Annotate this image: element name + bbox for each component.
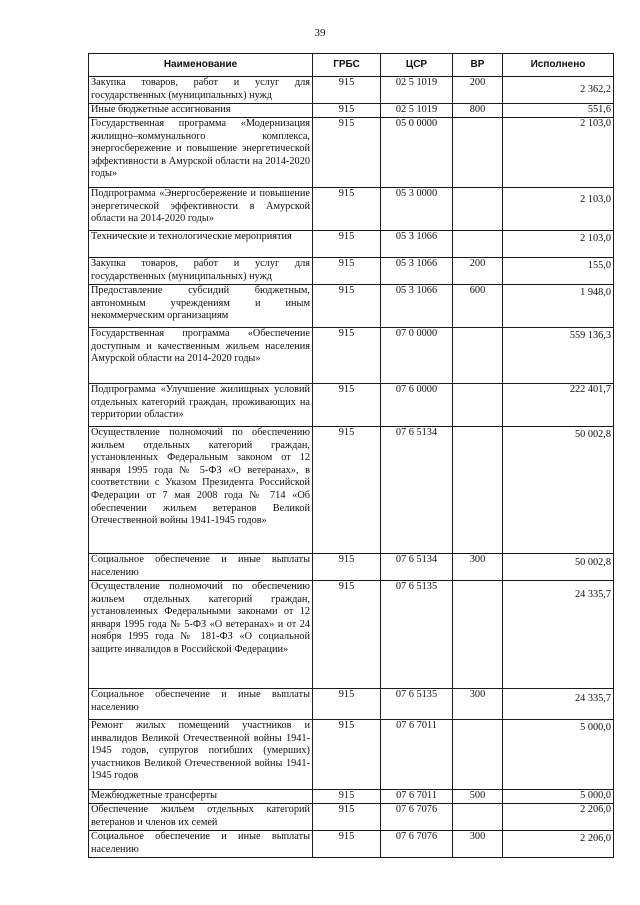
cell-sum: 2 362,2	[503, 77, 614, 104]
table-row	[89, 384, 614, 427]
cell-grbs: 915	[313, 427, 381, 554]
table-row	[89, 118, 614, 188]
cell-sum: 24 335,7	[503, 581, 614, 689]
cell-name: Закупка товаров, работ и услуг для государственных (муниципальных) нужд	[89, 258, 313, 285]
cell-sum: 5 000,0	[503, 790, 614, 804]
cell-csr: 05 3 1066	[381, 231, 453, 258]
cell-grbs: 915	[313, 831, 381, 858]
cell-vr: 200	[453, 77, 503, 104]
cell-vr: 800	[453, 104, 503, 118]
cell-sum: 155,0	[503, 258, 614, 285]
cell-csr: 02 5 1019	[381, 104, 453, 118]
cell-vr	[453, 188, 503, 231]
cell-name: Государственная программа «Модернизация жилищно–коммунального комплекса, энергосбережение и повышение энергетической эффективности в Амурской области на 2014-2020 годы»	[89, 118, 313, 188]
cell-vr	[453, 427, 503, 554]
cell-csr: 02 5 1019	[381, 77, 453, 104]
cell-sum: 2 206,0	[503, 804, 614, 831]
table-row	[89, 188, 614, 231]
cell-csr: 07 6 7011	[381, 720, 453, 790]
cell-sum: 2 206,0	[503, 831, 614, 858]
cell-vr	[453, 231, 503, 258]
cell-sum: 24 335,7	[503, 689, 614, 720]
header-vr: ВР	[453, 54, 503, 77]
cell-grbs: 915	[313, 328, 381, 384]
cell-grbs: 915	[313, 790, 381, 804]
cell-sum: 2 103,0	[503, 231, 614, 258]
cell-vr	[453, 328, 503, 384]
cell-grbs: 915	[313, 77, 381, 104]
header-sum: Исполнено	[503, 54, 614, 77]
cell-name: Предоставление субсидий бюджетным, автономным учреждениям и иным некоммерческим организациям	[89, 285, 313, 328]
table-row	[89, 804, 614, 831]
cell-grbs: 915	[313, 188, 381, 231]
table-row	[89, 581, 614, 689]
cell-grbs: 915	[313, 384, 381, 427]
table-row	[89, 831, 614, 858]
table-row	[89, 77, 614, 104]
cell-vr	[453, 804, 503, 831]
cell-name: Государственная программа «Обеспечение доступным и качественным жильем населения Амурской области на 2014-2020 годы»	[89, 328, 313, 384]
table-row	[89, 720, 614, 790]
cell-sum: 2 103,0	[503, 118, 614, 188]
cell-name: Осуществление полномочий по обеспечению жильем отдельных категорий граждан, установленных Федеральными законами от 12 января 1995 года № 5-ФЗ «О ветеранах» и от 24 ноября 1995 года № 181-ФЗ «О социальной защите инвалидов в Российской Федерации»	[89, 581, 313, 689]
cell-grbs: 915	[313, 104, 381, 118]
cell-grbs: 915	[313, 118, 381, 188]
cell-grbs: 915	[313, 581, 381, 689]
cell-name: Социальное обеспечение и иные выплаты населению	[89, 554, 313, 581]
cell-vr	[453, 720, 503, 790]
cell-name: Иные бюджетные ассигнования	[89, 104, 313, 118]
cell-sum: 222 401,7	[503, 384, 614, 427]
cell-name: Подпрограмма «Энергосбережение и повышение энергетической эффективности в Амурской области на 2014-2020 годы»	[89, 188, 313, 231]
table-row	[89, 328, 614, 384]
table-row	[89, 689, 614, 720]
cell-csr: 07 6 5134	[381, 427, 453, 554]
cell-grbs: 915	[313, 258, 381, 285]
table-body	[89, 77, 614, 858]
cell-vr: 500	[453, 790, 503, 804]
cell-name: Межбюджетные трансферты	[89, 790, 313, 804]
cell-sum: 559 136,3	[503, 328, 614, 384]
cell-grbs: 915	[313, 720, 381, 790]
table-row	[89, 427, 614, 554]
cell-name: Обеспечение жильем отдельных категорий ветеранов и членов их семей	[89, 804, 313, 831]
cell-csr: 07 6 5134	[381, 554, 453, 581]
table-row	[89, 104, 614, 118]
page-number: 39	[314, 27, 326, 39]
cell-csr: 07 0 0000	[381, 328, 453, 384]
cell-csr: 05 0 0000	[381, 118, 453, 188]
table-row	[89, 285, 614, 328]
cell-csr: 05 3 1066	[381, 285, 453, 328]
cell-name: Социальное обеспечение и иные выплаты населению	[89, 831, 313, 858]
cell-grbs: 915	[313, 231, 381, 258]
header-row	[89, 54, 614, 77]
header-csr: ЦСР	[381, 54, 453, 77]
cell-csr: 07 6 5135	[381, 581, 453, 689]
cell-vr: 300	[453, 554, 503, 581]
cell-grbs: 915	[313, 554, 381, 581]
cell-sum: 50 002,8	[503, 554, 614, 581]
cell-grbs: 915	[313, 804, 381, 831]
cell-sum: 551,6	[503, 104, 614, 118]
cell-csr: 07 6 7076	[381, 831, 453, 858]
cell-vr	[453, 118, 503, 188]
cell-csr: 05 3 0000	[381, 188, 453, 231]
cell-name: Подпрограмма «Улучшение жилищных условий отдельных категорий граждан, проживающих на территории области»	[89, 384, 313, 427]
table-row	[89, 258, 614, 285]
cell-csr: 07 6 5135	[381, 689, 453, 720]
cell-vr	[453, 581, 503, 689]
cell-sum: 5 000,0	[503, 720, 614, 790]
cell-name: Технические и технологические мероприятия	[89, 231, 313, 258]
cell-vr: 600	[453, 285, 503, 328]
table-row	[89, 790, 614, 804]
cell-csr: 07 6 7076	[381, 804, 453, 831]
cell-name: Осуществление полномочий по обеспечению жильем отдельных категорий граждан, установленных Федеральным законом от 12 января 1995 года № 5-ФЗ «О ветеранах», в соответствии с Указом Президента Российской Федерации от 7 мая 2008 года № 714 «Об обеспечении жильем ветеранов Великой Отечественной войны 1941-1945 годов»	[89, 427, 313, 554]
cell-grbs: 915	[313, 285, 381, 328]
cell-csr: 07 6 0000	[381, 384, 453, 427]
budget-table	[88, 53, 614, 858]
cell-name: Ремонт жилых помещений участников и инвалидов Великой Отечественной войны 1941-1945 годов, супругов погибших (умерших) участников Великой Отечественной войны 1941-1945 годов	[89, 720, 313, 790]
cell-csr: 07 6 7011	[381, 790, 453, 804]
cell-sum: 50 002,8	[503, 427, 614, 554]
header-name: Наименование	[89, 54, 313, 77]
cell-vr: 300	[453, 689, 503, 720]
cell-sum: 2 103,0	[503, 188, 614, 231]
table-row	[89, 231, 614, 258]
table-row	[89, 554, 614, 581]
cell-name: Закупка товаров, работ и услуг для государственных (муниципальных) нужд	[89, 77, 313, 104]
cell-vr: 200	[453, 258, 503, 285]
cell-csr: 05 3 1066	[381, 258, 453, 285]
cell-sum: 1 948,0	[503, 285, 614, 328]
cell-vr: 300	[453, 831, 503, 858]
cell-vr	[453, 384, 503, 427]
header-grbs: ГРБС	[313, 54, 381, 77]
cell-grbs: 915	[313, 689, 381, 720]
cell-name: Социальное обеспечение и иные выплаты населению	[89, 689, 313, 720]
table-header	[89, 54, 614, 77]
